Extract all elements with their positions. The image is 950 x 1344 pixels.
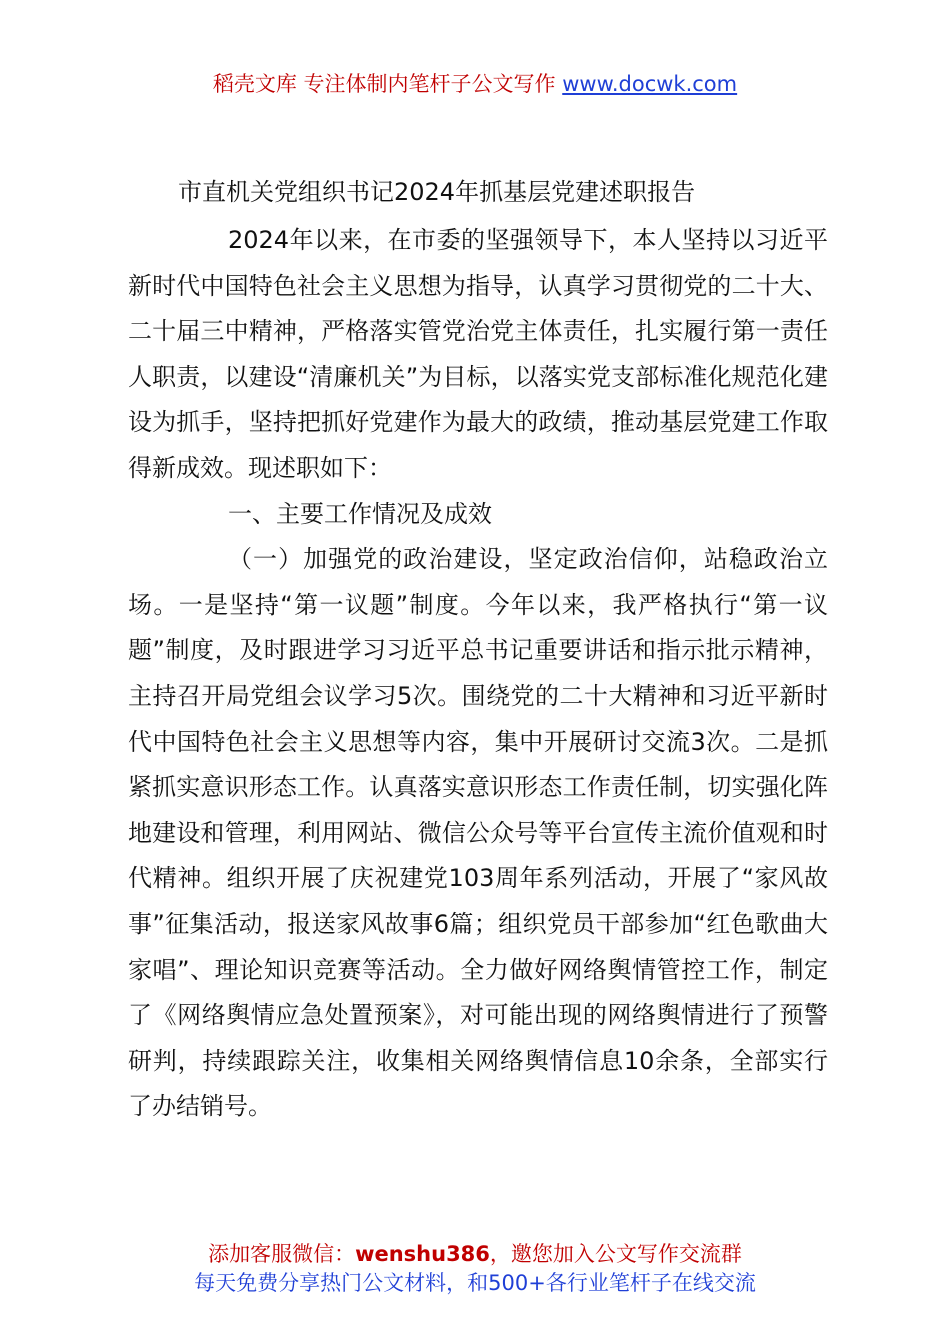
- footer-promo-line: 每天免费分享热门公文材料，和500+各行业笔杆子在线交流: [194, 1271, 756, 1295]
- footer-wechat-id: wenshu386: [355, 1242, 490, 1266]
- footer-wechat-prefix: 添加客服微信：: [208, 1242, 356, 1266]
- site-url-link[interactable]: www.docwk.com: [562, 72, 738, 96]
- paragraph-political-building: （一）加强党的政治建设，坚定政治信仰，站稳政治立场。一是坚持“第一议题”制度。今年以来，我严格执行“第一议题”制度，及时跟进学习习近平总书记重要讲话和指示批示精神，主持召开局党组会议学习5次。围绕党的二十大精神和习近平新时代中国特色社会主义思想等内容，集中开展研讨交流3次。二是抓紧抓实意识形态工作。认真落实意识形态工作责任制，切实强化阵地建设和管理，利用网站、微信公众号等平台宣传主流价值观和时代精神。组织开展了庆祝建党103周年系列活动，开展了“家风故事”征集活动，报送家风故事6篇；组织党员干部参加“红色歌曲大家唱”、理论知识竞赛等活动。全力做好网络舆情管控工作，制定了《网络舆情应急处置预案》，对可能出现的网络舆情进行了预警研判，持续跟踪关注，收集相关网络舆情信息10余条，全部实行了办结销号。: [128, 545, 828, 1121]
- document-title: 市直机关党组织书记2024年抓基层党建述职报告: [178, 178, 696, 206]
- paragraph-intro: 2024年以来，在市委的坚强领导下，本人坚持以习近平新时代中国特色社会主义思想为指导，认真学习贯彻党的二十大、二十届三中精神，严格落实管党治党主体责任，扎实履行第一责任人职责，以建设“清廉机关”为目标，以落实党支部标准化规范化建设为抓手，坚持把抓好党建作为最大的政绩，推动基层党建工作取得新成效。现述职如下：: [128, 226, 828, 482]
- site-brand: 稻壳文库 专注体制内笔杆子公文写作: [212, 72, 556, 96]
- site-header: [0, 70, 950, 98]
- site-footer: [0, 1240, 950, 1298]
- footer-wechat-suffix: ，邀您加入公文写作交流群: [489, 1242, 742, 1266]
- document-body: [128, 172, 828, 1130]
- footer-contact-line: [0, 1240, 950, 1269]
- section-heading: 一、主要工作情况及成效: [228, 499, 492, 528]
